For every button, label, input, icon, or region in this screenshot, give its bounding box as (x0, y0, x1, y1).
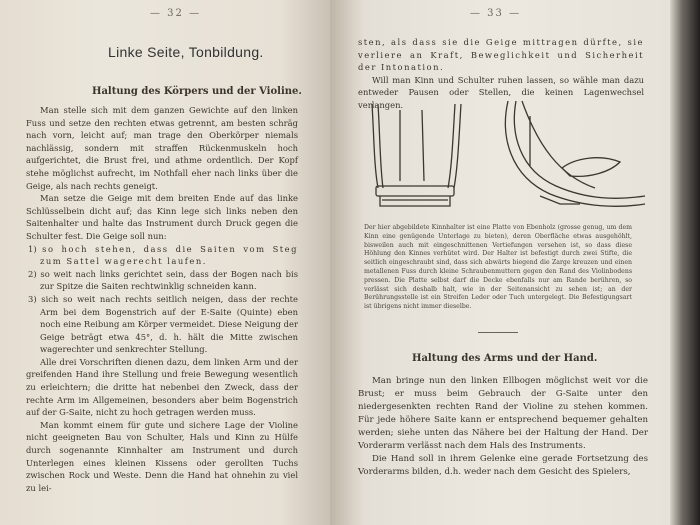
paragraph: Man stelle sich mit dem ganzen Gewichte auf den linken Fuss und setze den rechten etwas getrennt, am besten schräg nach vorn, leicht auf; man trage den Oberkörper niemals nachlässig, sondern mit straffen Rückenmuskeln hoch aufgerichtet, die Brust frei, und athme ordentlich. Der Kopf stehe möglichst aufrecht, im Nothfall eher nach links über die Geige, als nach rechts geneigt. (26, 105, 298, 191)
right-page (330, 0, 670, 525)
list-text: sich so weit nach rechts seitlich neigen, dass der rechte Arm bei dem Bogenstrich auf der E-Saite (Quinte) eben noch eine Reibung am Körper vermeidet. Diese Neigung der Geige beträgt etwa 45°, d. h. hält die Mitte zwischen wagerechter und senkrechter Stellung. (40, 293, 298, 355)
paragraph: Man bringe nun den linken Ellbogen möglichst weit vor die Brust; er muss beim Gebrauch der G-Saite unter den niedergesenkten rechten Rand der Violine zu stehen kommen. Für jede höhere Saite kann er entsprechend bequemer gehalten werden; siehe unten das Nähere bei der Haltung der Hand. Der Vorderarm verlässt nach dem Hals des Instruments. (358, 376, 648, 451)
list-text: so hoch stehen, dass die Saiten vom Steg zum Sattel wagerecht laufen. (40, 243, 298, 267)
left-body-text (26, 104, 298, 494)
page-number-right: — 33 — (470, 8, 522, 19)
paragraph: Die Hand soll in ihrem Gelenke eine gerade Fortsetzung des Vorderarms bilden, d.h. weder nach dem Gesicht des Spielers, (358, 454, 648, 477)
chinrest-front-view (360, 96, 480, 221)
paragraph: Will man Kinn und Schulter ruhen lassen, so wähle man dazu entweder Pausen oder Stellen, die keinen Lagenwechsel verlangen. (358, 74, 644, 110)
chapter-title: Linke Seite, Tonbildung. (108, 44, 264, 60)
section-divider (478, 332, 518, 333)
list-item (26, 268, 298, 293)
chinrest-side-view (500, 96, 650, 221)
chinrest-illustration (360, 96, 650, 221)
list-item (26, 243, 298, 268)
figure-caption: Der hier abgebildete Kinnhalter ist eine Platte von Ebenholz (grosse genug, um dem Kinn eine genügende Unterlage zu bieten), deren Oberfläche etwas ausgehöhlt, bisweilen auch mit eingeschnittenen Vertiefungen versehen ist, so dass diese Höhlung den Kinnes verhütet wird. Der Halter ist befestigt durch zwei Stifte, die seitlich eingeschraubt sind, dass sich abwärts biegend die Zarge kreuzen und einen metallenen Fuss durch kleine Schraubenmuttern gegen den Rand des Violinbodens pressen. Die Platte selbst darf die Decke ebenfalls nur am Rande berühren, so verlässt sich deshalb halt, wie in der Seitenansicht zu sehen ist; an der Berührungsstelle ist ein Streifen Leder oder Tuch untergelegt. Die Befestigungsart ist übrigens nicht immer dieselbe. (364, 224, 632, 311)
left-page (0, 0, 330, 525)
section-heading-arm: Haltung des Arms und der Hand. (412, 353, 598, 364)
paragraph: sten, als dass sie die Geige mittragen dürfte, sie verliere an Kraft, Beweglichkeit und Sicherheit der Intonation. (358, 37, 644, 73)
list-text: so weit nach links gerichtet sein, dass der Bogen nach bis zur Spitze die Saiten rechtwinklig schneiden kann. (40, 268, 298, 292)
list-marker: 1) (28, 243, 37, 254)
page-number-left: — 32 — (150, 8, 202, 19)
list-item (26, 293, 298, 356)
paragraph: Man setze die Geige mit dem breiten Ende auf das linke Schlüsselbein dicht auf; das Kinn lege sich links neben den Saitenhalter und halte das Instrument durch Druck gegen die Schulter fest. Die Geige soll nun: (26, 193, 298, 241)
paragraph: Man kommt einem für gute und sichere Lage der Violine nicht geeigneten Bau von Schulter, Hals und Kinn zu Hülfe durch sogenannte Kinnhalter am Instrument und durch Unterlegen eines kleinen Kissens oder gerollten Tuchs zwischen Rock und Weste. Denn die Hand hat ohnehin zu viel zu lei- (26, 419, 298, 493)
list-marker: 3) (28, 293, 37, 304)
section-heading-body: Haltung des Körpers und der Violine. (92, 86, 302, 97)
right-body-text (358, 375, 648, 479)
book-edge (670, 0, 700, 525)
list-marker: 2) (28, 268, 37, 279)
paragraph: Alle drei Vorschriften dienen dazu, dem linken Arm und der greifenden Hand ihre Stellung und freie Bewegung wesentlich zu erleichtern; die dritte hat nebenbei den Zweck, dass der rechte Arm im Allgemeinen, besonders aber beim Bogenstrich auf der G-Saite, nicht zu hoch getragen werden muss. (26, 356, 298, 418)
